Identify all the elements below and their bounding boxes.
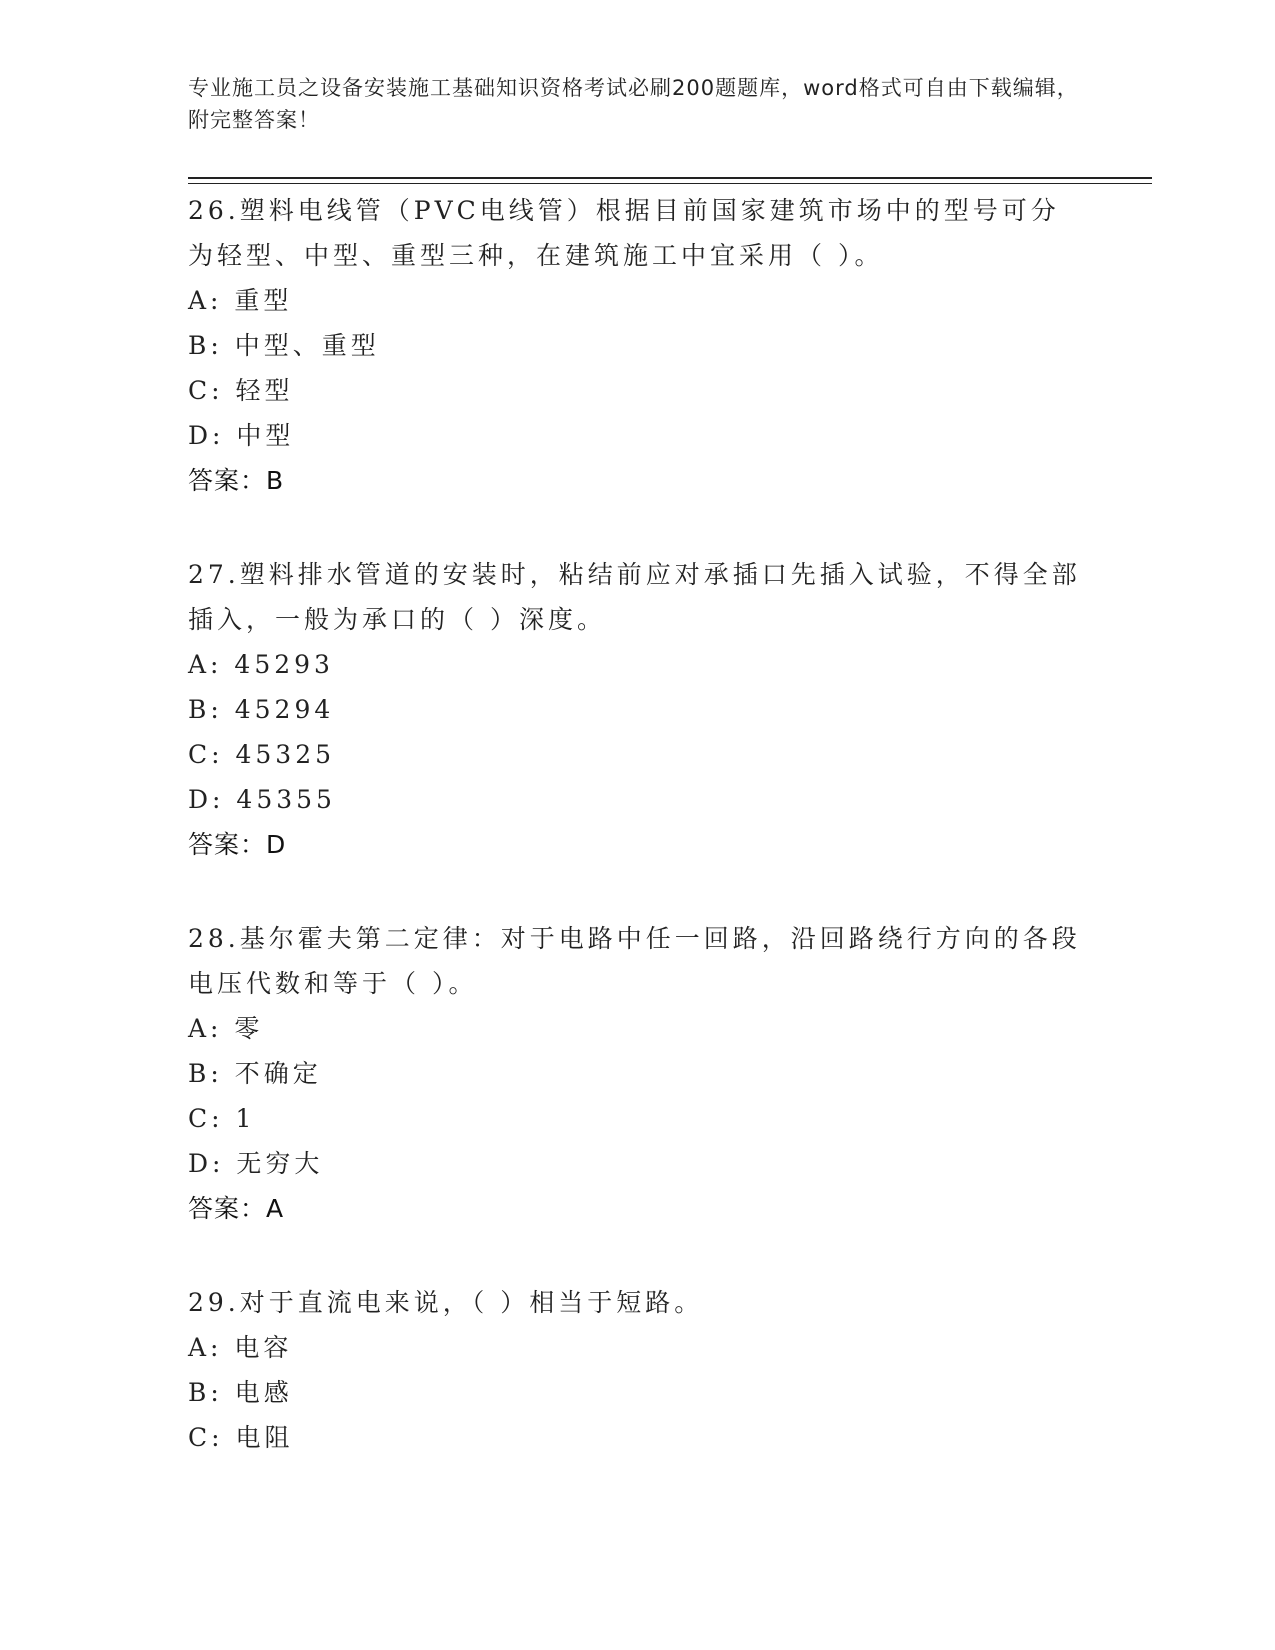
option-d: D: 45355: [188, 785, 336, 814]
option-a: A: 45293: [188, 650, 334, 679]
answer: 答案：D: [188, 830, 287, 859]
header-divider-thin: [188, 183, 1152, 184]
option-a: A: 重型: [188, 286, 293, 315]
option-d: D: 中型: [188, 421, 295, 450]
option-b: B: 中型、重型: [188, 331, 380, 360]
option-b: B: 45294: [188, 695, 335, 724]
question-27: [188, 552, 1088, 867]
option-c: C: 电阻: [188, 1423, 294, 1452]
option-a: A: 电容: [188, 1333, 293, 1362]
question-text: 28.基尔霍夫第二定律：对于电路中任一回路，沿回路绕行方向的各段电压代数和等于（ ）。: [188, 924, 1081, 998]
question-text: 26.塑料电线管（PVC电线管）根据目前国家建筑市场中的型号可分为轻型、中型、重型三种，在建筑施工中宜采用（ ）。: [188, 196, 1060, 270]
question-28: [188, 916, 1088, 1231]
option-a: A: 零: [188, 1014, 264, 1043]
option-d: D: 无穷大: [188, 1149, 324, 1178]
option-c: C: 45325: [188, 740, 336, 769]
option-b: B: 不确定: [188, 1059, 322, 1088]
question-26: [188, 188, 1088, 503]
document-header: 专业施工员之设备安装施工基础知识资格考试必刷200题题库，word格式可自由下载编辑，附完整答案！: [188, 76, 1079, 132]
answer: 答案：B: [188, 466, 285, 495]
question-29: [188, 1280, 1088, 1460]
question-text: 27.塑料排水管道的安装时，粘结前应对承插口先插入试验，不得全部插入，一般为承口的（ ）深度。: [188, 560, 1081, 634]
option-b: B: 电感: [188, 1378, 293, 1407]
option-c: C: 轻型: [188, 376, 294, 405]
answer: 答案：A: [188, 1194, 285, 1223]
question-text: 29.对于直流电来说，（ ）相当于短路。: [188, 1288, 704, 1317]
header-divider: [188, 177, 1152, 179]
option-c: C: 1: [188, 1104, 256, 1133]
